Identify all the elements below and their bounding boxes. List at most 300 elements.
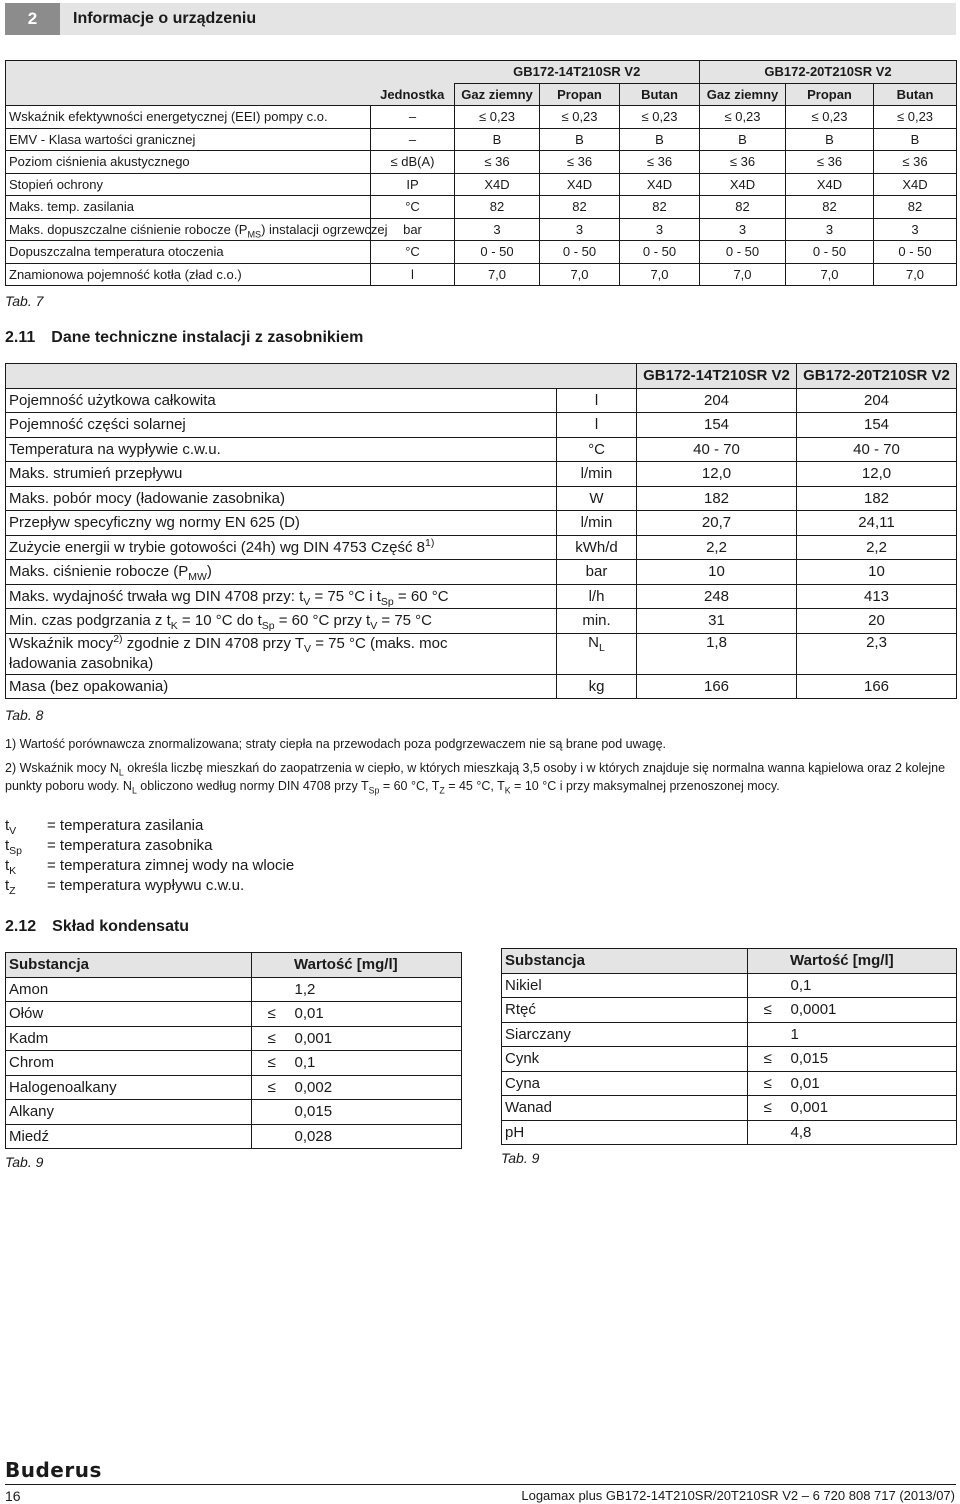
comparison-symbol xyxy=(748,1022,788,1047)
row-value: X4D xyxy=(455,173,540,196)
substance-value: 0,028 xyxy=(292,1124,462,1149)
comparison-symbol: ≤ xyxy=(748,1047,788,1072)
text-part: = 45 °C, T xyxy=(444,779,505,793)
table-row xyxy=(6,977,462,1002)
substance-name: Siarczany xyxy=(502,1022,748,1047)
row-value: 7,0 xyxy=(540,263,620,286)
section-number: 2.11 xyxy=(5,329,36,346)
table-header-fuel: Butan xyxy=(620,83,700,106)
table-row xyxy=(502,1071,957,1096)
table-row xyxy=(6,241,957,264)
row-unit xyxy=(557,535,637,560)
substance-value: 0,002 xyxy=(292,1075,462,1100)
text-part: Pojemność części solarnej xyxy=(9,416,186,434)
subscript: K xyxy=(504,785,511,796)
row-value: ≤ 36 xyxy=(786,151,874,174)
subscript: L xyxy=(599,641,605,654)
row-value: 0 - 50 xyxy=(620,241,700,264)
substance-name: Cyna xyxy=(502,1071,748,1096)
row-value: ≤ 36 xyxy=(455,151,540,174)
row-unit: IP xyxy=(371,173,455,196)
row-value: ≤ 0,23 xyxy=(455,106,540,129)
table-row xyxy=(6,462,957,487)
row-value: 82 xyxy=(700,196,786,219)
row-value: 10 xyxy=(797,560,957,585)
subscript: Sp xyxy=(261,620,275,633)
row-value: 7,0 xyxy=(455,263,540,286)
superscript: 2) xyxy=(113,632,123,645)
table-row xyxy=(6,128,957,151)
row-label: Maks. temp. zasilania xyxy=(6,196,371,219)
table-row xyxy=(6,486,957,511)
table-header-fuel: Butan xyxy=(874,83,957,106)
substance-value: 0,0001 xyxy=(788,998,957,1023)
substance-value: 0,001 xyxy=(788,1096,957,1121)
row-unit: – xyxy=(371,106,455,129)
row-value: 413 xyxy=(797,584,957,609)
row-value: 7,0 xyxy=(786,263,874,286)
row-value: B xyxy=(874,128,957,151)
row-value: 40 - 70 xyxy=(797,437,957,462)
table-row xyxy=(6,1051,462,1076)
text-part: l/min xyxy=(580,514,613,532)
row-value: 82 xyxy=(540,196,620,219)
text-part: Pojemność użytkowa całkowita xyxy=(9,391,216,409)
table-row xyxy=(502,1022,957,1047)
table-header-model-2: GB172-20T210SR V2 xyxy=(700,61,957,84)
text-part: l xyxy=(594,391,599,409)
subscript: V xyxy=(9,825,17,837)
document-reference: Logamax plus GB172-14T210SR/20T210SR V2 – 6 720 808 717 (2013/07) xyxy=(521,1488,955,1503)
row-value: X4D xyxy=(786,173,874,196)
row-value: 0 - 50 xyxy=(700,241,786,264)
table-row xyxy=(6,388,957,413)
row-unit: l xyxy=(371,263,455,286)
row-label: Stopień ochrony xyxy=(6,173,371,196)
table-header-substance: Substancja xyxy=(6,953,252,978)
section-title: Dane techniczne instalacji z zasobnikiem xyxy=(51,329,364,346)
footer-divider xyxy=(5,1484,956,1485)
text-part: l/h xyxy=(588,587,605,605)
text-part: t xyxy=(5,817,10,834)
row-value: 248 xyxy=(637,584,797,609)
substance-name: Kadm xyxy=(6,1026,252,1051)
row-value: ≤ 36 xyxy=(540,151,620,174)
table-header-fuel: Gaz ziemny xyxy=(455,83,540,106)
section-heading xyxy=(5,329,363,347)
comparison-symbol: ≤ xyxy=(252,1002,292,1027)
text-part: 2) Wskaźnik mocy N xyxy=(5,761,119,775)
substance-name: Amon xyxy=(6,977,252,1002)
row-value: 24,11 xyxy=(797,511,957,536)
table-row xyxy=(6,584,957,609)
subscript: Z xyxy=(9,885,16,897)
legend-item xyxy=(5,876,294,896)
row-label xyxy=(6,388,557,413)
table-condensate-left xyxy=(5,952,462,1149)
row-value: 3 xyxy=(786,218,874,241)
substance-value: 0,015 xyxy=(292,1100,462,1125)
table-caption: Tab. 9 xyxy=(501,1150,540,1166)
text-part: t xyxy=(5,877,10,894)
row-unit: °C xyxy=(371,241,455,264)
table-header-fuel: Propan xyxy=(540,83,620,106)
substance-name: Ołów xyxy=(6,1002,252,1027)
table-header-fuel: Gaz ziemny xyxy=(700,83,786,106)
row-value: 3 xyxy=(620,218,700,241)
row-label: Dopuszczalna temperatura otoczenia xyxy=(6,241,371,264)
row-unit xyxy=(557,560,637,585)
table-header-value: Wartość [mg/l] xyxy=(252,953,462,978)
comparison-symbol xyxy=(748,973,788,998)
substance-name: Cynk xyxy=(502,1047,748,1072)
row-label xyxy=(6,674,557,699)
row-label xyxy=(6,462,557,487)
subscript: K xyxy=(9,865,17,877)
row-unit xyxy=(557,413,637,438)
row-value: 204 xyxy=(637,388,797,413)
table-header-empty xyxy=(6,61,371,84)
footnote-1: 1) Wartość porównawcza znormalizowana; straty ciepła na przewodach poza podgrzewaczem nie są brane pod uwagę. xyxy=(5,737,666,751)
comparison-symbol xyxy=(252,977,292,1002)
table-row xyxy=(6,1124,462,1149)
row-value: 2,3 xyxy=(797,633,957,674)
row-value: 0 - 50 xyxy=(455,241,540,264)
text-part: Maks. strumień przepływu xyxy=(9,465,183,483)
subscript: Sp xyxy=(9,845,23,857)
section-heading xyxy=(5,918,189,936)
text-part: Masa (bez opakowania) xyxy=(9,677,169,695)
text-part: l xyxy=(594,416,599,434)
table-row xyxy=(6,560,957,585)
footnote-2 xyxy=(5,759,955,795)
row-value: 3 xyxy=(455,218,540,241)
row-label: Poziom ciśnienia akustycznego xyxy=(6,151,371,174)
table-row xyxy=(502,973,957,998)
row-value: 82 xyxy=(786,196,874,219)
table-row xyxy=(6,633,957,674)
row-value: B xyxy=(540,128,620,151)
table-header-unit: Jednostka xyxy=(371,83,455,106)
superscript: 1) xyxy=(425,536,435,549)
row-value: X4D xyxy=(874,173,957,196)
text-part: Maks. pobór mocy (ładowanie zasobnika) xyxy=(9,489,285,507)
row-value: ≤ 0,23 xyxy=(786,106,874,129)
table-row xyxy=(6,196,957,219)
row-value: ≤ 36 xyxy=(874,151,957,174)
legend-text: = temperatura zimnej wody na wlocie xyxy=(47,857,295,874)
text-part: = 10 °C do t xyxy=(177,612,262,630)
comparison-symbol: ≤ xyxy=(252,1075,292,1100)
table-row xyxy=(6,511,957,536)
row-label xyxy=(6,609,557,634)
substance-name: Wanad xyxy=(502,1096,748,1121)
row-unit xyxy=(557,674,637,699)
row-unit xyxy=(557,609,637,634)
row-unit xyxy=(557,511,637,536)
text-part: kWh/d xyxy=(575,538,618,556)
comparison-symbol xyxy=(252,1124,292,1149)
table-row xyxy=(6,173,957,196)
row-value: ≤ 0,23 xyxy=(620,106,700,129)
text-part: obliczono według normy DIN 4708 przy T xyxy=(136,779,369,793)
substance-name: Chrom xyxy=(6,1051,252,1076)
substance-value: 0,1 xyxy=(292,1051,462,1076)
substance-value: 0,01 xyxy=(788,1071,957,1096)
text-part: Maks. dopuszczalne ciśnienie robocze (P xyxy=(9,221,248,237)
chapter-number: 2 xyxy=(5,3,60,35)
row-unit xyxy=(557,633,637,674)
row-value: 10 xyxy=(637,560,797,585)
brand-logo: Buderus xyxy=(5,1458,102,1482)
row-unit: bar xyxy=(371,218,455,241)
section-title: Skład kondensatu xyxy=(52,918,190,935)
row-unit: °C xyxy=(371,196,455,219)
row-unit: ≤ dB(A) xyxy=(371,151,455,174)
chapter-header xyxy=(5,3,956,35)
table-caption: Tab. 9 xyxy=(5,1154,44,1170)
row-value: 166 xyxy=(797,674,957,699)
text-part: = 60 °C, T xyxy=(379,779,440,793)
substance-name: Halogenoalkany xyxy=(6,1075,252,1100)
table-caption: Tab. 8 xyxy=(5,707,44,723)
row-unit xyxy=(557,462,637,487)
row-value: 182 xyxy=(637,486,797,511)
row-value: 2,2 xyxy=(637,535,797,560)
row-label: EMV - Klasa wartości granicznej xyxy=(6,128,371,151)
table-header-model-2: GB172-20T210SR V2 xyxy=(797,364,957,389)
row-label: Wskaźnik efektywności energetycznej (EEI) pompy c.o. xyxy=(6,106,371,129)
row-value: X4D xyxy=(540,173,620,196)
table-row xyxy=(502,1096,957,1121)
row-value: ≤ 36 xyxy=(620,151,700,174)
legend-item xyxy=(5,856,294,876)
comparison-symbol: ≤ xyxy=(252,1026,292,1051)
text-part: Temperatura na wypływie c.w.u. xyxy=(9,440,221,458)
row-label xyxy=(6,560,557,585)
row-value: 3 xyxy=(700,218,786,241)
row-value: ≤ 0,23 xyxy=(540,106,620,129)
text-part: Wskaźnik mocy xyxy=(9,634,114,652)
subscript: L xyxy=(131,785,137,796)
subscript: K xyxy=(170,620,178,633)
text-part: = 60 °C przy t xyxy=(274,612,371,630)
substance-value: 1,2 xyxy=(292,977,462,1002)
row-value: X4D xyxy=(700,173,786,196)
table-dhw-data xyxy=(5,363,957,699)
table-header-model-1: GB172-14T210SR V2 xyxy=(637,364,797,389)
row-value: 204 xyxy=(797,388,957,413)
table-row xyxy=(6,535,957,560)
table-header-fuel: Propan xyxy=(786,83,874,106)
row-unit xyxy=(557,584,637,609)
table-row xyxy=(6,437,957,462)
row-value: 20 xyxy=(797,609,957,634)
table-condensate-right xyxy=(501,948,957,1145)
text-part: ) instalacji ogrzewczej xyxy=(261,221,388,237)
row-value: 182 xyxy=(797,486,957,511)
text-part: zgodnie z DIN 4708 przy T xyxy=(122,634,305,652)
row-value: 7,0 xyxy=(700,263,786,286)
comparison-symbol: ≤ xyxy=(748,1071,788,1096)
table-row xyxy=(6,218,957,241)
text-part: kg xyxy=(588,677,605,695)
table-row xyxy=(502,1120,957,1145)
row-value: X4D xyxy=(620,173,700,196)
substance-value: 0,01 xyxy=(292,1002,462,1027)
row-value: 82 xyxy=(455,196,540,219)
row-value: 20,7 xyxy=(637,511,797,536)
row-label xyxy=(6,486,557,511)
comparison-symbol: ≤ xyxy=(252,1051,292,1076)
table-row xyxy=(502,998,957,1023)
row-label xyxy=(6,511,557,536)
table-row xyxy=(6,674,957,699)
row-label xyxy=(6,584,557,609)
text-part: = 60 °C xyxy=(393,587,449,605)
text-part: określa liczbę mieszkań do zaopatrzenia w ciepło, w których mieszkają 3,5 osoby i w których znajduje się normalna wanna kąpielowa oraz 2 kolejne punkty poboru wody. N xyxy=(5,761,946,793)
legend-symbol xyxy=(5,876,47,896)
text-part: N xyxy=(588,633,599,651)
row-value: 166 xyxy=(637,674,797,699)
legend-item xyxy=(5,836,294,856)
text-part: Zużycie energii w trybie gotowości (24h) wg DIN 4753 Część 8 xyxy=(9,538,426,556)
subscript: V xyxy=(303,595,311,608)
substance-name: Rtęć xyxy=(502,998,748,1023)
symbol-legend xyxy=(5,816,294,896)
row-label: Znamionowa pojemność kotła (zład c.o.) xyxy=(6,263,371,286)
row-value: 2,2 xyxy=(797,535,957,560)
text-part: Maks. ciśnienie robocze (P xyxy=(9,563,189,581)
text-part: bar xyxy=(585,563,608,581)
table-row xyxy=(502,1047,957,1072)
row-value: 82 xyxy=(874,196,957,219)
comparison-symbol: ≤ xyxy=(748,1096,788,1121)
table-row xyxy=(6,263,957,286)
row-label xyxy=(6,437,557,462)
substance-name: Miedź xyxy=(6,1124,252,1149)
substance-value: 0,015 xyxy=(788,1047,957,1072)
text-part: t xyxy=(5,857,10,874)
row-value: 82 xyxy=(620,196,700,219)
subscript: MW xyxy=(188,571,207,584)
table-row xyxy=(6,1026,462,1051)
row-value: B xyxy=(620,128,700,151)
row-value: 31 xyxy=(637,609,797,634)
row-value: B xyxy=(455,128,540,151)
page-number: 16 xyxy=(5,1488,21,1504)
row-label xyxy=(6,218,388,241)
legend-text: = temperatura zasobnika xyxy=(47,837,213,854)
chapter-title: Informacje o urządzeniu xyxy=(73,10,257,27)
subscript: Sp xyxy=(368,785,380,796)
row-value: 12,0 xyxy=(797,462,957,487)
table-row xyxy=(6,106,957,129)
legend-text: = temperatura zasilania xyxy=(47,817,204,834)
comparison-symbol: ≤ xyxy=(748,998,788,1023)
substance-name: Alkany xyxy=(6,1100,252,1125)
legend-symbol xyxy=(5,856,47,876)
substance-value: 0,001 xyxy=(292,1026,462,1051)
subscript: Z xyxy=(439,785,445,796)
row-value: B xyxy=(786,128,874,151)
text-part: = 75 °C xyxy=(377,612,432,630)
row-value: 3 xyxy=(540,218,620,241)
text-part: Maks. wydajność trwała wg DIN 4708 przy: t xyxy=(9,587,304,605)
text-part: = 10 °C i przy maksymalnej przenoszonej mocy. xyxy=(510,779,780,793)
text-part: t xyxy=(5,837,10,854)
row-label xyxy=(6,535,557,560)
row-value: B xyxy=(700,128,786,151)
row-value: 3 xyxy=(874,218,957,241)
text-part: ) xyxy=(206,563,212,581)
section-number: 2.12 xyxy=(5,918,37,935)
row-value: ≤ 36 xyxy=(700,151,786,174)
text-part: l/min xyxy=(580,465,613,483)
row-unit: – xyxy=(371,128,455,151)
row-value: 0 - 50 xyxy=(874,241,957,264)
table-header-substance: Substancja xyxy=(502,949,748,974)
text-part: °C xyxy=(588,440,605,458)
row-unit xyxy=(557,388,637,413)
table-row xyxy=(6,1002,462,1027)
comparison-symbol xyxy=(252,1100,292,1125)
row-value: ≤ 0,23 xyxy=(700,106,786,129)
row-label xyxy=(6,633,557,674)
text-part: W xyxy=(589,489,604,507)
legend-symbol xyxy=(5,816,47,836)
substance-name: Nikiel xyxy=(502,973,748,998)
subscript: L xyxy=(118,767,124,778)
legend-symbol xyxy=(5,836,47,856)
table-header-model-1: GB172-14T210SR V2 xyxy=(455,61,700,84)
row-value: ≤ 0,23 xyxy=(874,106,957,129)
row-value: 40 - 70 xyxy=(637,437,797,462)
table-row xyxy=(6,413,957,438)
table-row xyxy=(6,609,957,634)
substance-value: 0,1 xyxy=(788,973,957,998)
substance-value: 1 xyxy=(788,1022,957,1047)
table-header-value: Wartość [mg/l] xyxy=(748,949,957,974)
subscript: Sp xyxy=(380,595,394,608)
table-row xyxy=(6,1100,462,1125)
text-part: Przepływ specyficzny wg normy EN 625 (D) xyxy=(9,514,300,532)
row-value: 7,0 xyxy=(620,263,700,286)
row-value: 7,0 xyxy=(874,263,957,286)
row-value: 154 xyxy=(797,413,957,438)
text-part: min. xyxy=(582,612,611,630)
substance-name: pH xyxy=(502,1120,748,1145)
subscript: MS xyxy=(247,229,262,240)
text-part: Min. czas podgrzania z t xyxy=(9,612,171,630)
text-part: = 75 °C (maks. moc ładowania zasobnika) xyxy=(9,634,448,672)
substance-value: 4,8 xyxy=(788,1120,957,1145)
legend-text: = temperatura wypływu c.w.u. xyxy=(47,877,245,894)
row-label xyxy=(6,413,557,438)
table-caption: Tab. 7 xyxy=(5,293,44,309)
row-unit xyxy=(557,437,637,462)
row-unit xyxy=(557,486,637,511)
comparison-symbol xyxy=(748,1120,788,1145)
subscript: V xyxy=(304,642,312,655)
subscript: V xyxy=(370,620,378,633)
row-value: 1,8 xyxy=(637,633,797,674)
row-value: 0 - 50 xyxy=(540,241,620,264)
table-row xyxy=(6,1075,462,1100)
row-value: 154 xyxy=(637,413,797,438)
text-part: = 75 °C i t xyxy=(310,587,381,605)
row-value: 0 - 50 xyxy=(786,241,874,264)
